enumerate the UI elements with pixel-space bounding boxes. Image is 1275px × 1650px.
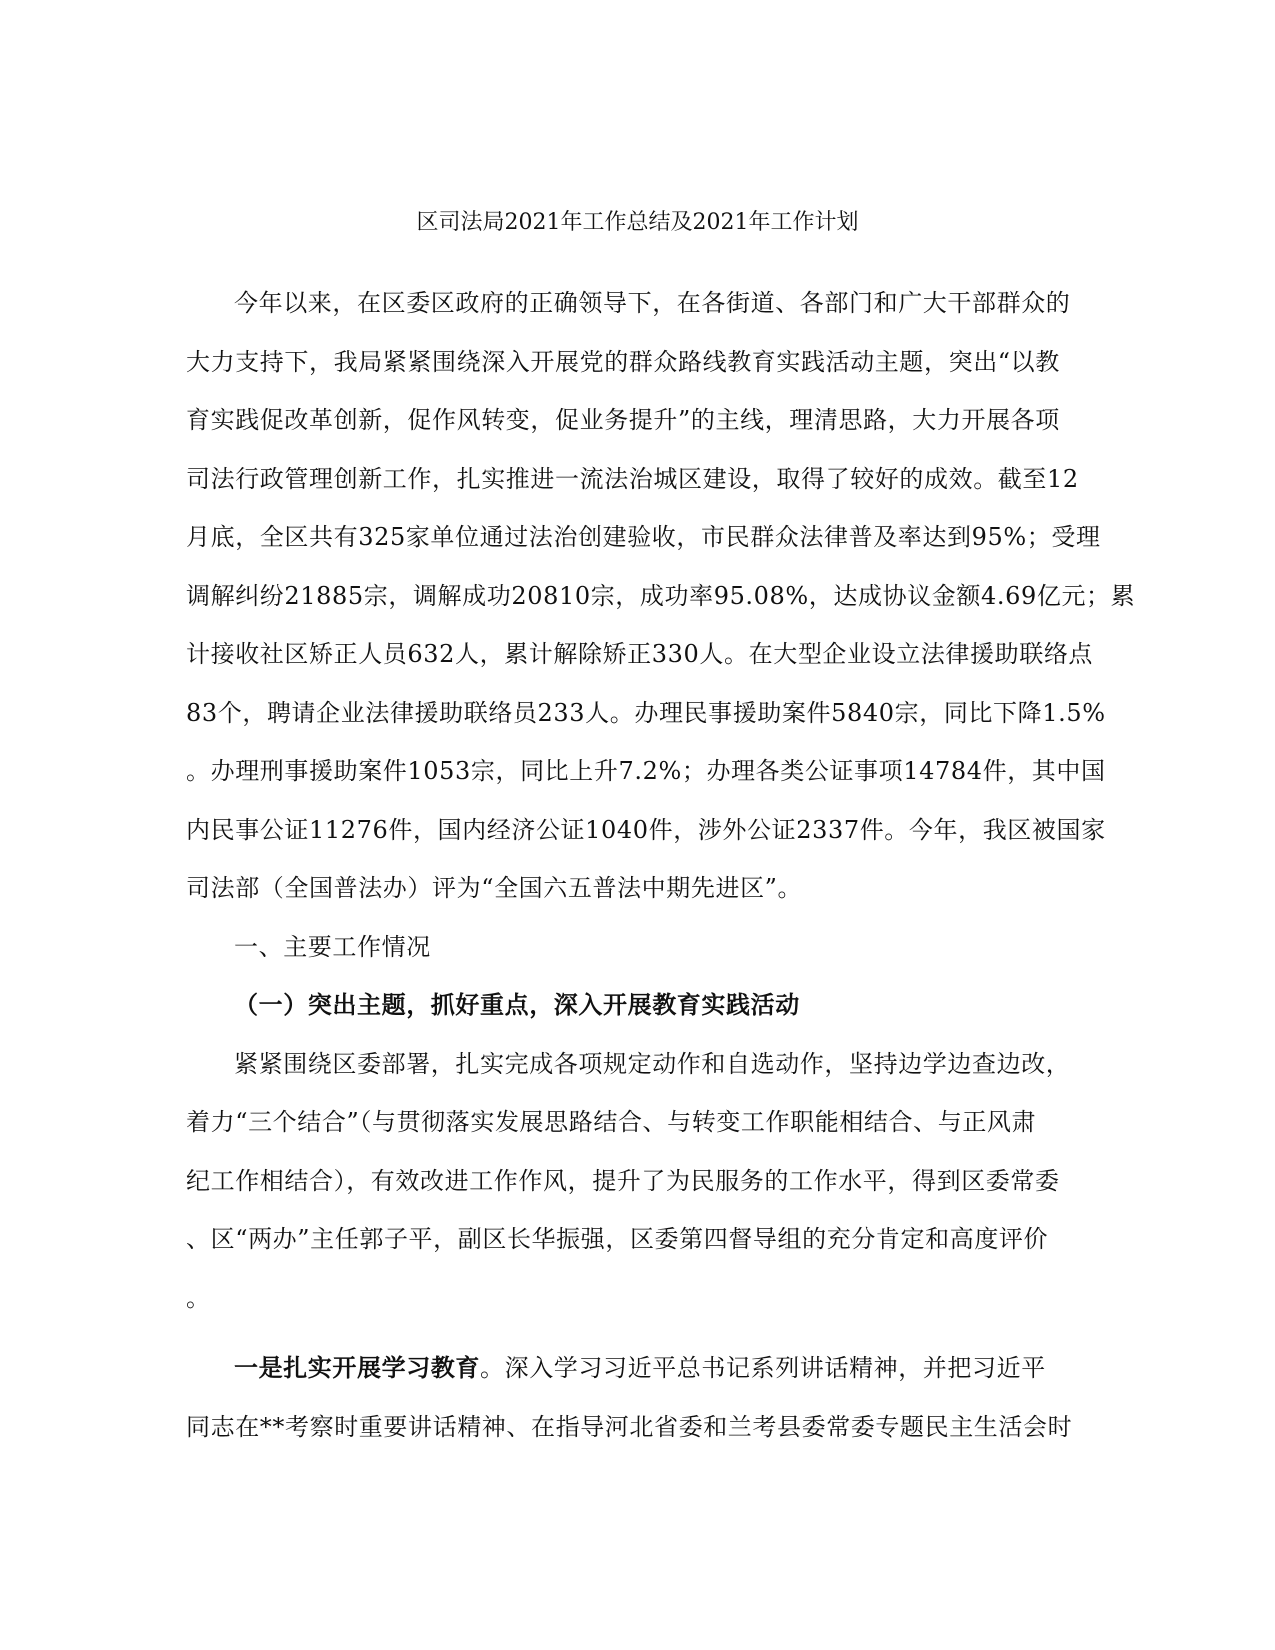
section-heading: 一、主要工作情况 <box>234 932 431 961</box>
paragraph-line: 月底，全区共有325家单位通过法治创建验收，市民群众法律普及率达到95%；受理 <box>186 523 1101 551</box>
paragraph-line: 紧紧围绕区委部署，扎实完成各项规定动作和自选动作，坚持边学边查边改， <box>234 1049 1071 1078</box>
paragraph-line: 司法部（全国普法办）评为“全国六五普法中期先进区”。 <box>186 874 803 902</box>
paragraph-line: 大力支持下，我局紧紧围绕深入开展党的群众路线教育实践活动主题，突出“以教 <box>186 347 1060 376</box>
paragraph-line: 计接收社区矫正人员632人，累计解除矫正330人。在大型企业设立法律援助联络点 <box>186 640 1094 668</box>
paragraph-line <box>186 1339 1086 1398</box>
paragraph-gap <box>186 1327 1086 1339</box>
paragraph-text: 。深入学习习近平总书记系列讲话精神，并把习近平 <box>480 1354 1046 1382</box>
document-title: 区司法局2021年工作总结及2021年工作计划 <box>416 210 859 235</box>
paragraph-line: 内民事公证11276件，国内经济公证1040件，涉外公证2337件。今年，我区被国家 <box>186 815 1106 844</box>
paragraph-lead: 一是扎实开展学习教育 <box>234 1353 480 1382</box>
paragraph-line: 、区“两办”主任郭子平，副区长华振强，区委第四督导组的充分肯定和高度评价 <box>186 1225 1049 1253</box>
paragraph-line: 调解纠纷21885宗，调解成功20810宗，成功率95.08%，达成协议金额4.69亿元；累 <box>186 581 1136 610</box>
paragraph-line: 纪工作相结合），有效改进工作作风，提升了为民服务的工作水平，得到区委常委 <box>186 1166 1060 1195</box>
paragraph-line: 今年以来，在区委区政府的正确领导下，在各街道、各部门和广大干部群众的 <box>234 289 1071 317</box>
paragraph-line: 。办理刑事援助案件1053宗，同比上升7.2%；办理各类公证事项14784件，其中国 <box>186 757 1106 785</box>
paragraph-line: 着力“三个结合”（与贯彻落实发展思路结合、与转变工作职能相结合、与正风肃 <box>186 1108 1037 1136</box>
paragraph-line: 同志在**考察时重要讲话精神、在指导河北省委和兰考县委常委专题民主生活会时 <box>186 1412 1073 1441</box>
document-body <box>186 274 1136 1456</box>
paragraph-line: 。 <box>186 1283 211 1312</box>
paragraph-line: 83个，聘请企业法律援助联络员233人。办理民事援助案件5840宗，同比下降1.5% <box>186 698 1106 727</box>
subsection-heading: （一）突出主题，抓好重点，深入开展教育实践活动 <box>234 990 800 1019</box>
paragraph-line: 司法行政管理创新工作，扎实推进一流法治城区建设，取得了较好的成效。截至12 <box>186 464 1079 493</box>
paragraph-line: 育实践促改革创新，促作风转变，促业务提升”的主线，理清思路，大力开展各项 <box>186 406 1060 434</box>
